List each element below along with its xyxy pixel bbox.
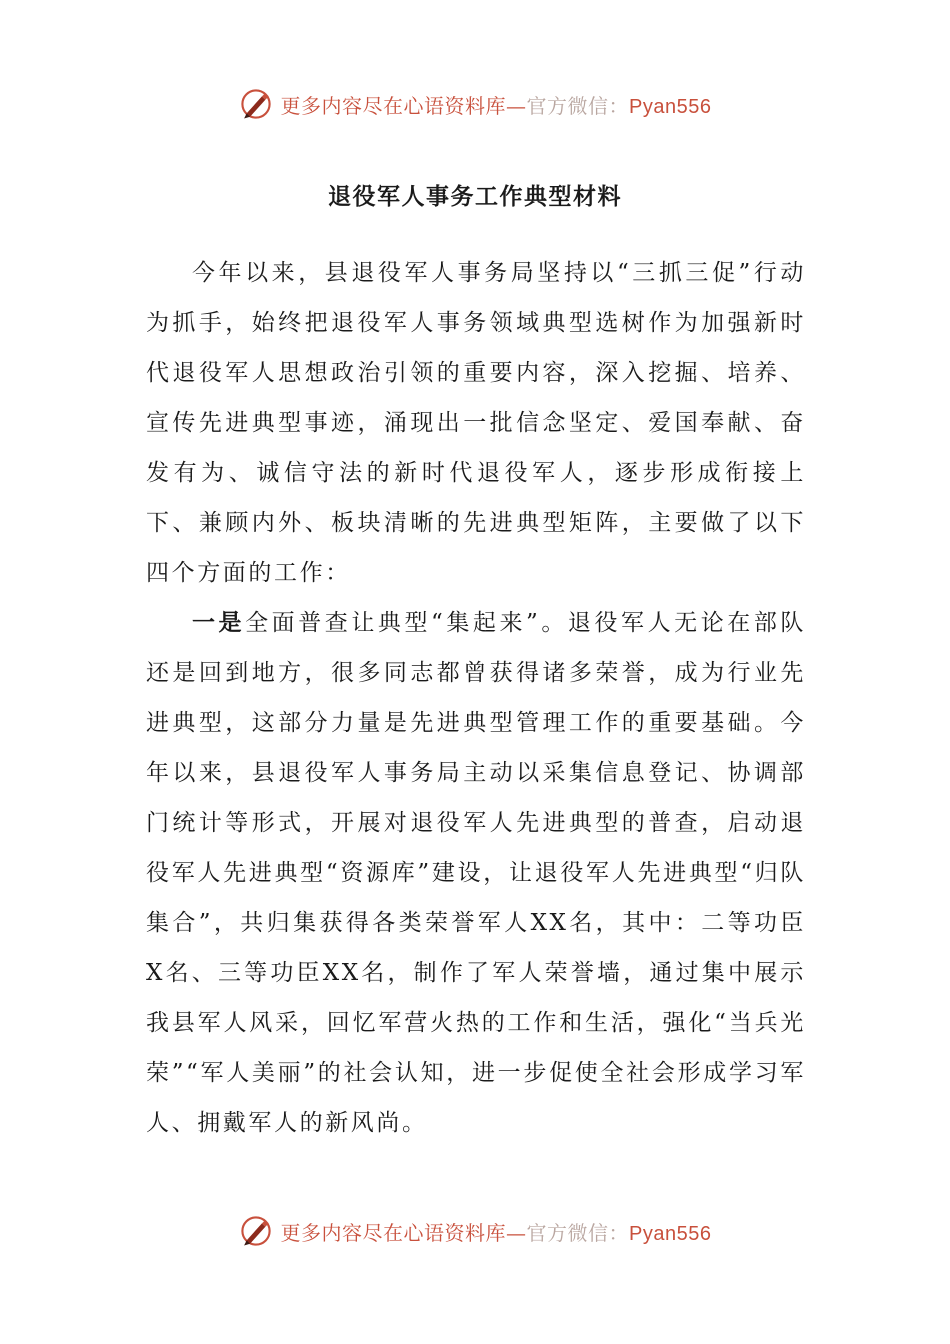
pen-logo-icon — [239, 1214, 273, 1248]
section-one-paragraph: 一是全面普查让典型“集起来”。退役军人无论在部队还是回到地方，很多同志都曾获得诸多荣誉，成为行业先进典型，这部分力量是先进典型管理工作的重要基础。今年以来，县退役军人事务局主动以采集信息登记、协调部门统计等形式，开展对退役军人先进典型的普查，启动退役军人先进典型“资源库”建设，让退役军人先进典型“归队集合”，共归集获得各类荣誉军人XX名，其中：二等功臣X名、三等功臣XX名，制作了军人荣誉墙，通过集中展示我县军人风采，回忆军营火热的工作和生活，强化“当兵光荣”“军人美丽”的社会认知，进一步促使全社会形成学习军人、拥戴军人的新风尚。 — [146, 609, 806, 1136]
document-body — [146, 248, 806, 1148]
watermark-text: 更多内容尽在心语资料库—官方微信：Pyan556 — [280, 93, 712, 118]
document-title: 退役军人事务工作典型材料 — [328, 183, 622, 210]
intro-paragraph: 今年以来，县退役军人事务局坚持以“三抓三促”行动为抓手，始终把退役军人事务领域典型选树作为加强新时代退役军人思想政治引领的重要内容，深入挖掘、培养、宣传先进典型事迹，涌现出一批信念坚定、爱国奉献、奋发有为、诚信守法的新时代退役军人，逐步形成衔接上下、兼顾内外、板块清晰的先进典型矩阵，主要做了以下四个方面的工作： — [146, 260, 806, 586]
watermark-text: 更多内容尽在心语资料库—官方微信：Pyan556 — [280, 1220, 712, 1245]
header-watermark — [0, 84, 950, 124]
paragraph-lead: 一是 — [192, 609, 246, 636]
pen-logo-icon — [239, 87, 273, 121]
footer-watermark — [0, 1211, 950, 1251]
